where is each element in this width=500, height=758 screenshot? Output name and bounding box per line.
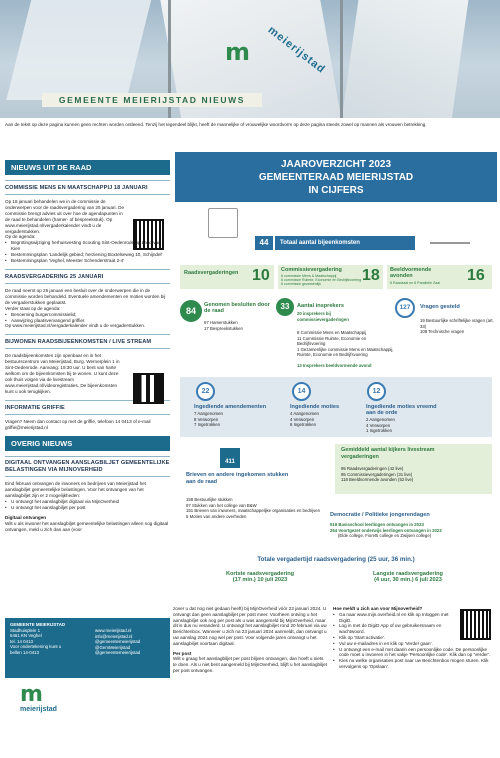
kijkers-box	[335, 444, 492, 494]
list-item: 11 Commissie Ruimte, Economie en Bedrijfsvoering	[297, 335, 367, 346]
insprekers-label: Aantal insprekers	[297, 303, 344, 309]
qr-code-icon[interactable]	[460, 609, 491, 640]
moties-list	[290, 411, 319, 428]
list-item: 17 Bespreekstukken	[204, 325, 243, 331]
list-item: 67 Hamerstukken	[204, 320, 238, 325]
email-link[interactable]: info@meierijstad.nl	[95, 633, 133, 639]
kortste-label: Kortste raadsvergadering	[225, 571, 295, 577]
digitaal-subheading: Digitaal ontvangen	[5, 515, 47, 520]
bijwonen-text: De raadsbijeenkomsten zijn openbaar en in het bestuurscentrum van Meierijstad, Burg. Wernerplein 1 in Sint-Oedenrode. Aanvang: 19:30 uur. U bent van harte welkom om de bijeenkomsten bij te wonen. U kunt deze ook thuis volgen via de livestream www.meierijstad.nl/videoregistraties. De bijeenkomsten kunt u ook terugkijken.	[5, 353, 120, 394]
mijnoverheid-heading: Hoe meldt u zich aan voor Mijnoverheid?	[333, 606, 423, 611]
commissie-label: Commissievergadering	[281, 267, 342, 273]
digitaal-heading: DIGITAAL ONTVANGEN AANSLAGBILJET GEMEENTELIJKE BELASTINGEN VIA MIJNOVERHEID	[5, 460, 170, 474]
democratie-sub: (Elde college, Fioretti college en Zwijsen college)	[338, 533, 432, 538]
logo-mark-icon: m	[20, 682, 43, 707]
intro-disclaimer: Aan de tekst op deze pagina kunnen geen rechten worden ontleend. Tenzij het tegendeel blijkt, heeft de mannelijke of vrouwelijke woordvorm op deze pagina steeds zowel op mannen als vrouwen betrekking.	[5, 122, 427, 127]
left-column	[5, 160, 170, 533]
contact-line: tel. 14 0413	[10, 638, 33, 644]
contact-line: Stadhuisplein 1	[10, 627, 41, 633]
logo-text: meierijstad	[20, 706, 57, 713]
facebook-link[interactable]: @gemeentemeierijstad	[95, 639, 141, 645]
brieven-list	[186, 497, 326, 519]
commissie-box	[278, 265, 383, 289]
list-item: • Bestemmingsplan 'Veghel, Meester Schenderstraat 2-4'	[5, 258, 170, 264]
list-item: 7 Aangenomen	[194, 411, 223, 416]
panel-title-line: GEMEENTERAAD MEIERIJSTAD	[258, 172, 414, 183]
post-text: Wilt u graag het aanslagbiljet per post blijven ontvangen, dan hoeft u niets te doen. Als u niet bent aangemeld bij MijnOverheid, blijft u het aanslagbiljet per post ontvangen.	[173, 656, 327, 673]
commissie-text: Op 18 januari behandelen we in de commissie de onderwerpen voor de raadsvergadering van 25 januari. De commissie brengt advies uit over hoe de agendapunten in de raad te behandelen (hamer- of bespreekstuk). Op www.meierijstad.nl/vergaderkalender vindt u de vergaderstukken.	[5, 199, 125, 234]
list-item: 151 Brieven van inwoners, maatschappelijke organisaties en bedrijven	[186, 508, 320, 513]
list-item: 1 Gezamenlijke commissie Mens en Maatschappij, Ruimte, Economie en Bedrijfsvoering	[297, 346, 394, 357]
contact-box	[5, 618, 170, 678]
vragen-circle: 127	[395, 298, 415, 318]
insprekers-extra: 13 Insprekers beeldvormende avond	[297, 363, 372, 368]
contact-title: GEMEENTE MEIERIJSTAD	[10, 622, 66, 627]
list-item: 1 Ingetrokken	[366, 428, 393, 433]
commissie-sub: 6 commissie Mens & Maatschappij	[281, 274, 337, 278]
genomen-label: Genomen besluiten door de raad	[204, 302, 270, 314]
section-heading: NIEUWS UIT DE RAAD	[5, 160, 170, 175]
qr-code-icon[interactable]	[133, 373, 164, 404]
commissie-number: 18	[362, 267, 380, 284]
digitaal-subtext: Wilt u als inwoner het aanslagbiljet gemeentelijke belastingen alleen nog digitaal ontvangen, meld u zich dan aan (voor	[5, 520, 169, 532]
mijnoverheid-list-cont	[333, 641, 495, 670]
list-item: 108 Technische vragen	[420, 329, 465, 334]
flag-logo-text: meierijstad	[265, 24, 328, 76]
brieven-number: 411	[225, 459, 235, 465]
flag-left	[6, 0, 153, 100]
list-item: 97 Stukken van het college van B&W	[186, 502, 257, 508]
section-heading: OVERIG NIEUWS	[5, 436, 170, 451]
instagram-link[interactable]: @gemeentemeierijstad	[95, 650, 141, 656]
mijnoverheid-list	[333, 612, 453, 641]
contact-line: bellen 14-0413	[10, 649, 40, 655]
digitaal-continued	[173, 606, 328, 674]
agenda-list	[5, 240, 170, 264]
list-item: 6 Ingetrokken	[290, 422, 317, 427]
vragen-label: Vragen gesteld	[420, 304, 460, 310]
panel-title-line: IN CIJFERS	[308, 185, 364, 196]
kortste-vergadering	[205, 571, 315, 583]
list-item: • Kies nu welke organisaties post naar uw Berichtenbox mogen sturen. Klik vervolgens op 'Opslaan'.	[333, 658, 495, 670]
vreemd-list	[366, 417, 395, 434]
totale-vergadertijd: Totale vergadertijd raadsvergadering (25 uur, 36 min.)	[257, 556, 415, 563]
list-item: 95 Raadsvergaderingen (42 live)	[341, 466, 404, 471]
list-item: • Klik op 'Start activatie'.	[333, 635, 453, 641]
genomen-circle: 84	[180, 300, 202, 322]
democratie-list	[330, 522, 495, 533]
digitaal-list	[5, 499, 170, 511]
list-item: • Ga naar www.mijn.overheid.nl en klik op Inloggen met DigiD.	[333, 612, 453, 624]
list-item: 4 Aangenomen	[290, 411, 319, 416]
website-link[interactable]: www.meierijstad.nl	[95, 628, 132, 633]
list-item: 2 Aangenomen	[366, 417, 395, 422]
commissie-heading: COMMISSIE MENS EN MAATSCHAPPIJ 18 JANUARI	[5, 185, 148, 191]
vragen-list	[420, 318, 495, 335]
list-item: • Aanwijzing plaatsvervangend griffier.	[5, 318, 170, 324]
raad-label: Raadsvergaderingen	[184, 270, 239, 276]
newsletter-title: GEMEENTE MEIERIJSTAD NIEUWS	[58, 95, 246, 105]
kijkers-label: Gemiddeld aantal kijkers livestream vergaderingen	[341, 447, 435, 460]
bijwonen-heading: BIJWONEN RAADSBIJEENKOMSTEN / LIVE STREAM	[5, 339, 152, 346]
panel-title-line: JAAROVERZICHT 2023	[280, 159, 392, 170]
digitaal-text: Eind februari ontvangen de inwoners en bedrijven van Meierijstad het aanslagbiljet gemeentelijke belastingen. Voor het ontvangen van het aanslagbiljet zijn er 2 mogelijkheden:	[5, 481, 146, 499]
raad-box	[180, 265, 274, 289]
contact-line: 5461 KN Veghel	[10, 633, 42, 639]
flag-right	[340, 0, 470, 118]
list-item: • U ontvangt het aanslagbiljet per post	[5, 505, 170, 511]
list-item: 5 Moties van andere overheden	[186, 513, 247, 519]
twitter-link[interactable]: @GemMeierijstad	[95, 644, 131, 650]
header-photo	[0, 0, 500, 118]
raad-number: 10	[252, 267, 270, 284]
list-item: • Vul uw e-mailadres in en klik op 'Verder gaan'.	[333, 641, 495, 647]
meeting-table-illustration-icon	[430, 212, 470, 244]
amendementen-circle: 22	[196, 382, 215, 401]
list-item: 8 Commissie Mens en Maatschappij	[297, 330, 367, 335]
beeld-sub: 8 Raadzaal en 8 Parallelle Zaal	[390, 281, 440, 285]
insprekers-list	[297, 330, 395, 358]
contact-line: Voor ondertekening kunt u	[10, 644, 62, 650]
list-item: 19 Bestuurlijke schriftelijke vragen (art. 33)	[420, 318, 494, 329]
list-item: • Bestemmingsplan 'Landelijk gebied; herziening Boxtelseweg 10, Schijndel'	[5, 252, 170, 258]
moties-label: Ingediende moties	[290, 404, 340, 410]
vreemd-label: Ingediende moties vreemd aan de orde	[366, 404, 437, 416]
list-item: 264 Voortgezet onderwijs leerlingen ontvangen in 2023	[330, 527, 442, 533]
list-item: • Benoeming burgercommissielid;	[5, 312, 170, 318]
flagpole	[340, 0, 343, 118]
envelope-icon	[220, 448, 240, 468]
flag-logo: m	[225, 38, 251, 66]
list-item: 7 Ingetrokken	[194, 422, 221, 427]
griffie-text: Vragen? Neem dan contact op met de griffie, telefoon 14 0413 of e-mail griffie@meierijstad.nl	[5, 418, 151, 430]
vreemd-circle: 12	[367, 382, 386, 401]
total-meetings-number: 44	[255, 236, 273, 250]
commissie-sub: 6 commissie gezamenlijk	[281, 282, 321, 286]
list-item: 4 Verworpen	[366, 422, 391, 428]
newsletter-title-bar	[42, 93, 262, 107]
langste-label: Langste raadsvergadering	[373, 571, 443, 577]
list-item: 158 Bestuurlijke stukken	[186, 497, 233, 502]
panel-title	[175, 152, 497, 202]
digitaal-continued-text: zover u dat nog niet gedaan heeft) bij MijnOverheid vóór 23 januari 2024. U ontvangt dan geen aanslagbiljet per post meer. Voorheen ontving u het aanslagbiljet ook nog per post als u was aangemeld bij MijnOverheid, maar dit is dus nu veranderd. U ontvangt het aanslagbiljet rond 20 februari via uw Berichtenbox. Wanneer u zich na 23 januari 2024 aanmeldt, dan ontvangt u uw aanslag 2024 nog wel per post. Voor volgende jaren ontvangt u het aanslagbiljet voortaan digitaal.	[173, 606, 327, 646]
raad-text: De raad neemt op 25 januari een besluit over de onderwerpen die in de commissie worden behandeld. Eventuele amendementen en moties worden bij de vergaderstukken geplaatst.	[5, 287, 166, 305]
insprekers-sub: 20 insprekers bij commissievergaderingen	[297, 311, 349, 322]
griffie-heading: INFORMATIE GRIFFIE	[5, 404, 65, 411]
list-item: 4 Verworpen	[290, 416, 315, 422]
agenda-label: Op de agenda:	[5, 234, 36, 240]
list-item: • Log in met de DigiD App of uw gebruikersnaam en wachtwoord.	[333, 623, 453, 635]
list-item: • U ontvangt het aanslagbiljet digitaal via MijnOverheid	[5, 499, 170, 505]
list-item: 8 Verworpen	[194, 416, 219, 422]
insprekers-circle: 33	[276, 298, 294, 316]
post-heading: Per post	[173, 650, 192, 656]
brieven-label: Brieven en andere ingekomen stukken aan de raad	[186, 472, 289, 485]
kortste-sub: (17 min.) 10 juli 2023	[232, 577, 288, 583]
amendementen-label: Ingediende amendementen	[194, 404, 267, 410]
list-item: 519 Basisschool leerlingen ontvangen in 2023	[330, 522, 424, 527]
democratie-label: Democratie / Politieke jongerendagen	[330, 512, 430, 518]
list-item: • Begrotingswijziging herhuisvesting Scouting Sint-Oedenrode op Land van Kien	[5, 240, 170, 252]
amendementen-list	[194, 411, 223, 428]
raad-link[interactable]: Op www.meierijstad.nl/vergaderkalender vindt u de vergaderstukken.	[5, 323, 146, 329]
total-meetings-label: Totaal aantal bijeenkomsten	[275, 236, 415, 250]
list-item: • U ontvangt een e-mail met daarin een persoonlijke code. De persoonlijke code moet u invoeren in het vakje 'Persoonlijke code'. Klik dan op 'Verder'.	[333, 647, 495, 659]
beeld-box	[387, 265, 492, 289]
beeld-number: 16	[467, 267, 485, 284]
raad-heading: RAADSVERGADERING 25 JANUARI	[5, 273, 104, 280]
commissie-sub: 6 commissie Ruimte, Economie en Bedrijfsvoering	[281, 278, 362, 282]
langste-sub: (4 uur, 30 min.) 6 juli 2023	[374, 577, 442, 583]
list-item: 95 Commissievergaderingen (31 live)	[341, 471, 413, 477]
raad-list	[5, 312, 170, 324]
genomen-list	[204, 320, 243, 331]
footer-logo	[20, 684, 80, 713]
kijkers-list	[341, 466, 413, 483]
langste-vergadering	[352, 571, 464, 583]
list-item: 118 Beeldvormende avonden (52 live)	[341, 477, 414, 482]
raad-verder: Verder staat op de agenda:	[5, 305, 61, 311]
moties-circle: 14	[292, 382, 311, 401]
beeld-label: Beeldvormende avonden	[390, 267, 432, 279]
presenter-illustration-icon	[208, 208, 238, 238]
